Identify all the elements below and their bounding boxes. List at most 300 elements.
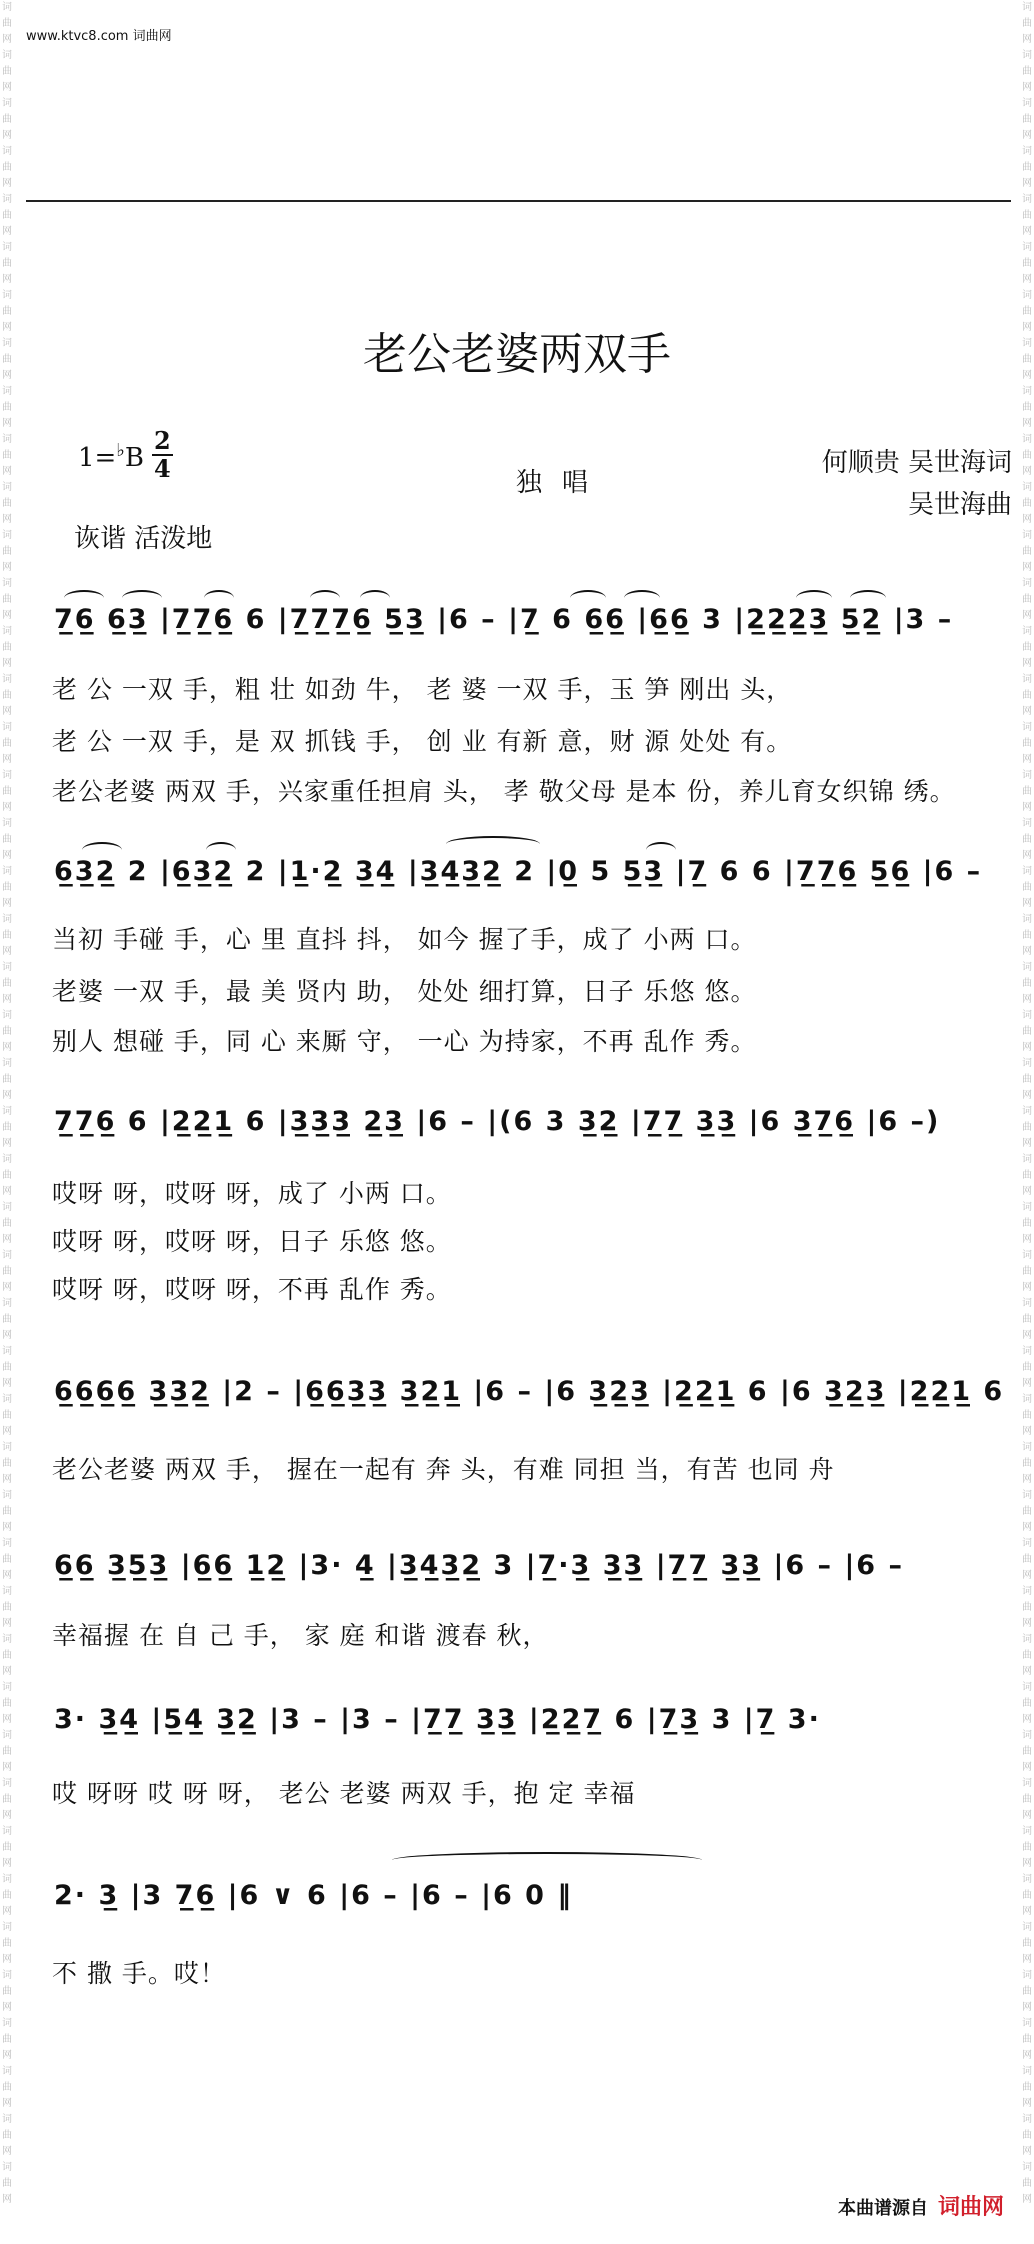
watermark-glyph: 网	[2, 2002, 12, 2013]
watermark-glyph: 曲	[2, 1890, 12, 1901]
watermark-glyph: 曲	[2, 1842, 12, 1853]
lyric-line-1-verse-3: 老公老婆 两双 手，兴家重任担肩 头， 孝 敬父母 是本 份，养儿育女织锦 绣。	[52, 777, 956, 806]
watermark-glyph: 网	[1022, 1714, 1032, 1725]
watermark-glyph: 曲	[1022, 306, 1032, 317]
watermark-glyph: 网	[1022, 898, 1032, 909]
watermark-glyph: 词	[1022, 1202, 1032, 1213]
watermark-glyph: 曲	[2, 18, 12, 29]
watermark-glyph: 曲	[1022, 258, 1032, 269]
watermark-glyph: 词	[1022, 1586, 1032, 1597]
watermark-glyph: 词	[2, 194, 12, 205]
watermark-glyph: 曲	[1022, 1890, 1032, 1901]
watermark-glyph: 网	[2, 1906, 12, 1917]
lyricist-credit: 何顺贵 吴世海词	[821, 448, 1012, 478]
watermark-glyph: 网	[1022, 1426, 1032, 1437]
watermark-glyph: 网	[1022, 1282, 1032, 1293]
notation-line-1: 7̲6̲ 6̲3̲ |7̲7̲6̲ 6 |7̲7̲7̲6̲ 5̲3̲ |6 – |7̲ 6 6̲6̲ |6̲6̲ 3 |2̲2̲2̲3̲ 5̲2̲ |3 –	[54, 604, 954, 635]
watermark-glyph: 曲	[2, 786, 12, 797]
watermark-glyph: 网	[1022, 1186, 1032, 1197]
watermark-glyph: 网	[1022, 226, 1032, 237]
watermark-glyph: 网	[2, 418, 12, 429]
watermark-glyph: 词	[1022, 1154, 1032, 1165]
watermark-glyph: 词	[2, 434, 12, 445]
watermark-glyph: 曲	[1022, 210, 1032, 221]
watermark-glyph: 网	[2, 130, 12, 141]
watermark-glyph: 网	[2, 610, 12, 621]
watermark-glyph: 曲	[2, 546, 12, 557]
watermark-glyph: 曲	[2, 210, 12, 221]
watermark-glyph: 曲	[2, 1794, 12, 1805]
watermark-glyph: 词	[2, 1634, 12, 1645]
watermark-glyph: 曲	[2, 258, 12, 269]
watermark-glyph: 词	[2, 1106, 12, 1117]
watermark-glyph: 曲	[1022, 1170, 1032, 1181]
watermark-glyph: 网	[2, 1810, 12, 1821]
watermark-glyph: 词	[1022, 1778, 1032, 1789]
watermark-glyph: 网	[1022, 1906, 1032, 1917]
lyric-line-3-verse-3: 哎呀 呀，哎呀 呀，不再 乱作 秀。	[52, 1275, 452, 1304]
watermark-glyph: 网	[2, 802, 12, 813]
watermark-glyph: 网	[1022, 658, 1032, 669]
watermark-glyph: 曲	[1022, 978, 1032, 989]
watermark-glyph: 网	[1022, 1378, 1032, 1389]
watermark-glyph: 曲	[1022, 1554, 1032, 1565]
watermark-glyph: 网	[1022, 322, 1032, 333]
watermark-glyph: 曲	[1022, 882, 1032, 893]
watermark-glyph: 曲	[2, 402, 12, 413]
watermark-glyph: 曲	[2, 450, 12, 461]
watermark-glyph: 网	[2, 1474, 12, 1485]
watermark-glyph: 词	[2, 1058, 12, 1069]
watermark-glyph: 网	[2, 1522, 12, 1533]
watermark-glyph: 网	[2, 658, 12, 669]
watermark-glyph: 网	[1022, 946, 1032, 957]
watermark-glyph: 曲	[2, 2130, 12, 2141]
watermark-glyph: 网	[1022, 610, 1032, 621]
watermark-glyph: 词	[1022, 2114, 1032, 2125]
watermark-glyph: 网	[2, 1762, 12, 1773]
watermark-glyph: 词	[1022, 1682, 1032, 1693]
watermark-glyph: 词	[1022, 1874, 1032, 1885]
watermark-glyph: 曲	[2, 1650, 12, 1661]
watermark-glyph: 网	[1022, 1330, 1032, 1341]
watermark-glyph: 词	[2, 626, 12, 637]
watermark-glyph: 词	[1022, 674, 1032, 685]
watermark-glyph: 网	[1022, 514, 1032, 525]
watermark-glyph: 曲	[2, 1362, 12, 1373]
watermark-glyph: 词	[1022, 962, 1032, 973]
watermark-glyph: 词	[1022, 2066, 1032, 2077]
time-signature-top: 2	[154, 426, 171, 455]
watermark-glyph: 曲	[1022, 114, 1032, 125]
watermark-glyph: 词	[1022, 1490, 1032, 1501]
watermark-glyph: 词	[1022, 1346, 1032, 1357]
watermark-glyph: 网	[1022, 370, 1032, 381]
watermark-glyph: 词	[2, 1538, 12, 1549]
key-signature	[78, 440, 144, 473]
watermark-glyph: 网	[1022, 34, 1032, 45]
watermark-glyph: 网	[1022, 1570, 1032, 1581]
watermark-glyph: 曲	[2, 978, 12, 989]
watermark-glyph: 曲	[1022, 1842, 1032, 1853]
watermark-glyph: 曲	[1022, 690, 1032, 701]
watermark-glyph: 网	[2, 562, 12, 573]
slur-mark	[206, 842, 236, 858]
watermark-glyph: 曲	[1022, 498, 1032, 509]
watermark-glyph: 曲	[1022, 1986, 1032, 1997]
watermark-glyph: 网	[2, 370, 12, 381]
watermark-glyph: 曲	[1022, 1650, 1032, 1661]
watermark-glyph: 网	[1022, 2194, 1032, 2205]
watermark-glyph: 曲	[2, 498, 12, 509]
watermark-glyph: 曲	[2, 114, 12, 125]
watermark-glyph: 词	[2, 2162, 12, 2173]
watermark-glyph: 词	[1022, 98, 1032, 109]
key-note: B	[124, 443, 144, 473]
site-logo[interactable]: 词曲网	[937, 2195, 1004, 2220]
watermark-glyph: 网	[2, 466, 12, 477]
key-prefix: 1=	[78, 443, 117, 473]
watermark-glyph: 曲	[1022, 1698, 1032, 1709]
watermark-glyph: 曲	[2, 2034, 12, 2045]
watermark-glyph: 网	[1022, 178, 1032, 189]
watermark-glyph: 曲	[2, 1410, 12, 1421]
watermark-glyph: 网	[1022, 1762, 1032, 1773]
watermark-glyph: 曲	[1022, 1938, 1032, 1949]
watermark-glyph: 词	[2, 578, 12, 589]
watermark-glyph: 网	[2, 754, 12, 765]
watermark-glyph: 网	[1022, 1474, 1032, 1485]
watermark-glyph: 网	[1022, 994, 1032, 1005]
slur-mark	[796, 590, 832, 606]
watermark-glyph: 网	[1022, 1138, 1032, 1149]
watermark-glyph: 曲	[2, 1938, 12, 1949]
watermark-glyph: 曲	[1022, 2178, 1032, 2189]
watermark-glyph: 网	[1022, 466, 1032, 477]
watermark-glyph: 词	[2, 1682, 12, 1693]
tempo-marking: 诙谐 活泼地	[74, 524, 213, 554]
lyric-line-2-verse-1: 当初 手碰 手，心 里 直抖 抖， 如今 握了手，成了 小两 口。	[52, 925, 757, 954]
lyric-line-2-verse-3: 别人 想碰 手，同 心 来厮 守， 一心 为持家，不再 乱作 秀。	[52, 1027, 757, 1056]
watermark-glyph: 网	[1022, 1618, 1032, 1629]
watermark-glyph: 词	[1022, 914, 1032, 925]
watermark-glyph: 曲	[1022, 1506, 1032, 1517]
watermark-glyph: 词	[2, 2018, 12, 2029]
watermark-glyph: 词	[2, 2066, 12, 2077]
watermark-glyph: 词	[1022, 50, 1032, 61]
watermark-glyph: 词	[2, 1298, 12, 1309]
watermark-glyph: 词	[1022, 386, 1032, 397]
watermark-glyph: 词	[1022, 722, 1032, 733]
composer-credit: 吴世海曲	[907, 490, 1012, 520]
slur-mark	[624, 590, 660, 606]
watermark-glyph: 词	[2, 1874, 12, 1885]
watermark-glyph: 网	[2, 1234, 12, 1245]
watermark-glyph: 曲	[1022, 738, 1032, 749]
watermark-glyph: 网	[1022, 802, 1032, 813]
watermark-glyph: 词	[1022, 1106, 1032, 1117]
watermark-glyph: 词	[2, 674, 12, 685]
watermark-glyph: 网	[2, 1618, 12, 1629]
watermark-glyph: 网	[2, 1138, 12, 1149]
watermark-glyph: 曲	[1022, 1746, 1032, 1757]
watermark-glyph: 曲	[2, 1746, 12, 1757]
lyric-line-5: 幸福握 在 自 己 手， 家 庭 和谐 渡春 秋，	[52, 1621, 549, 1650]
watermark-glyph: 词	[2, 50, 12, 61]
watermark-glyph: 网	[1022, 1090, 1032, 1101]
watermark-glyph: 网	[1022, 2002, 1032, 2013]
watermark-glyph: 曲	[2, 1314, 12, 1325]
watermark-glyph: 曲	[1022, 1410, 1032, 1421]
watermark-glyph: 曲	[1022, 402, 1032, 413]
watermark-glyph: 词	[2, 1346, 12, 1357]
watermark-glyph: 网	[1022, 1522, 1032, 1533]
watermark-glyph: 曲	[2, 306, 12, 317]
watermark-glyph: 词	[2, 866, 12, 877]
watermark-glyph: 词	[2, 914, 12, 925]
watermark-glyph: 曲	[2, 930, 12, 941]
watermark-glyph: 词	[2, 338, 12, 349]
watermark-glyph: 网	[1022, 754, 1032, 765]
watermark-glyph: 网	[1022, 562, 1032, 573]
watermark-glyph: 词	[1022, 770, 1032, 781]
watermark-glyph: 曲	[1022, 18, 1032, 29]
watermark-glyph: 曲	[1022, 930, 1032, 941]
watermark-glyph: 词	[2, 962, 12, 973]
watermark-glyph: 词	[1022, 338, 1032, 349]
watermark-glyph: 曲	[2, 1026, 12, 1037]
watermark-glyph: 网	[2, 82, 12, 93]
watermark-glyph: 网	[2, 1378, 12, 1389]
watermark-glyph: 曲	[2, 354, 12, 365]
watermark-glyph: 网	[2, 1858, 12, 1869]
watermark-glyph: 词	[2, 1970, 12, 1981]
watermark-glyph: 网	[1022, 1042, 1032, 1053]
watermark-glyph: 曲	[2, 1554, 12, 1565]
watermark-glyph: 词	[2, 722, 12, 733]
watermark-glyph: 曲	[1022, 66, 1032, 77]
watermark-glyph: 词	[1022, 1010, 1032, 1021]
watermark-glyph: 曲	[1022, 1026, 1032, 1037]
watermark-glyph: 网	[2, 1042, 12, 1053]
watermark-glyph: 曲	[2, 1266, 12, 1277]
watermark-glyph: 曲	[1022, 642, 1032, 653]
lyric-line-6: 哎 呀呀 哎 呀 呀， 老公 老婆 两双 手，抱 定 幸福	[52, 1779, 636, 1808]
watermark-glyph: 网	[1022, 2098, 1032, 2109]
watermark-glyph: 网	[2, 1954, 12, 1965]
watermark-glyph: 词	[1022, 1970, 1032, 1981]
slur-mark	[646, 842, 676, 858]
notation-line-7: 2· 3̲ |3 7̲6̲ |6 ∨ 6 |6 – |6 – |6 0 ‖	[54, 1880, 573, 1911]
watermark-glyph: 曲	[2, 1170, 12, 1181]
watermark-glyph: 网	[2, 706, 12, 717]
notation-line-4: 6̲6̲6̲6̲ 3̲3̲2̲ |2 – |6̲6̲3̲3̲ 3̲2̲1̲ |6 – |6 3̲2̲3̲ |2̲2̲1̲ 6 |6 3̲2̲3̲ |2̲2̲1̲ 6	[54, 1376, 1005, 1407]
watermark-glyph: 曲	[2, 66, 12, 77]
watermark-glyph: 网	[1022, 130, 1032, 141]
watermark-glyph: 词	[2, 242, 12, 253]
watermark-glyph: 网	[2, 1330, 12, 1341]
watermark-glyph: 网	[2, 514, 12, 525]
watermark-glyph: 词	[2, 1010, 12, 1021]
watermark-glyph: 词	[2, 1586, 12, 1597]
watermark-glyph: 网	[2, 1666, 12, 1677]
watermark-glyph: 曲	[2, 1986, 12, 1997]
song-title: 老公老婆两双手	[363, 329, 671, 380]
watermark-glyph: 词	[2, 1778, 12, 1789]
slur-mark	[64, 590, 104, 606]
watermark-glyph: 曲	[2, 642, 12, 653]
watermark-glyph: 词	[1022, 146, 1032, 157]
watermark-glyph: 网	[2, 1090, 12, 1101]
slur-mark	[122, 590, 162, 606]
lyric-line-4: 老公老婆 两双 手， 握在一起有 奔 头，有难 同担 当，有苦 也同 舟	[52, 1455, 835, 1484]
watermark-glyph: 网	[1022, 2050, 1032, 2061]
watermark-glyph: 词	[1022, 482, 1032, 493]
slur-mark	[310, 590, 340, 606]
watermark-glyph: 网	[2, 2098, 12, 2109]
watermark-glyph: 曲	[2, 2082, 12, 2093]
time-signature	[152, 428, 173, 482]
watermark-glyph: 曲	[2, 1458, 12, 1469]
site-header-url[interactable]: www.ktvc8.com 词曲网	[26, 29, 172, 44]
watermark-glyph: 曲	[1022, 786, 1032, 797]
watermark-glyph: 词	[1022, 2018, 1032, 2029]
watermark-glyph: 曲	[2, 162, 12, 173]
watermark-glyph: 网	[1022, 418, 1032, 429]
watermark-glyph: 网	[2, 1426, 12, 1437]
watermark-glyph: 曲	[2, 1074, 12, 1085]
footer-source-text: 本曲谱源自	[838, 2198, 928, 2219]
watermark-glyph: 词	[2, 530, 12, 541]
watermark-glyph: 词	[1022, 1298, 1032, 1309]
notation-line-2: 6̲3̲2̲ 2 |6̲3̲2̲ 2 |1̲·2̲ 3̲4̲ |3̲4̲3̲2̲ 2 |0̲ 5 5̲3̲ |7̲ 6 6 |7̲7̲6̲ 5̲6̲ |6 –	[54, 856, 983, 887]
lyric-line-1-verse-2: 老 公 一双 手，是 双 抓钱 手， 创 业 有新 意，财 源 处处 有。	[52, 727, 793, 756]
watermark-glyph: 网	[2, 946, 12, 957]
watermark-glyph: 网	[1022, 1810, 1032, 1821]
watermark-glyph: 网	[2, 850, 12, 861]
notation-line-3: 7̲7̲6̲ 6 |2̲2̲1̲ 6 |3̲3̲3̲ 2̲3̲ |6 – |(6 3 3̲2̲ |7̲7̲ 3̲3̲ |6 3̲7̲6̲ |6 –)	[54, 1106, 941, 1137]
slur-mark	[446, 836, 540, 852]
watermark-glyph: 词	[2, 146, 12, 157]
watermark-glyph: 词	[1022, 578, 1032, 589]
notation-line-6: 3· 3̲4̲ |5̲4̲ 3̲2̲ |3 – |3 – |7̲7̲ 3̲3̲ |2̲2̲7̲ 6 |7̲3̲ 3 |7̲ 3·	[54, 1704, 821, 1735]
watermark-glyph: 网	[2, 1714, 12, 1725]
watermark-glyph: 词	[2, 386, 12, 397]
watermark-glyph: 曲	[1022, 1794, 1032, 1805]
watermark-glyph: 词	[1022, 2, 1032, 13]
watermark-glyph: 曲	[2, 1506, 12, 1517]
watermark-glyph: 网	[1022, 1954, 1032, 1965]
watermark-glyph: 网	[1022, 706, 1032, 717]
watermark-glyph: 曲	[1022, 354, 1032, 365]
watermark-glyph: 词	[2, 770, 12, 781]
watermark-glyph: 曲	[1022, 1458, 1032, 1469]
watermark-glyph: 网	[2, 1282, 12, 1293]
slur-mark	[82, 842, 122, 858]
watermark-glyph: 网	[2, 1570, 12, 1581]
slur-mark	[204, 590, 234, 606]
watermark-glyph: 曲	[2, 2178, 12, 2189]
watermark-glyph: 词	[2, 290, 12, 301]
watermark-glyph: 网	[2, 322, 12, 333]
watermark-glyph: 曲	[2, 1602, 12, 1613]
watermark-glyph: 网	[2, 2050, 12, 2061]
watermark-glyph: 网	[1022, 2146, 1032, 2157]
watermark-glyph: 词	[1022, 626, 1032, 637]
watermark-glyph: 曲	[1022, 2082, 1032, 2093]
watermark-glyph: 词	[1022, 1730, 1032, 1741]
watermark-glyph: 曲	[1022, 1602, 1032, 1613]
watermark-glyph: 网	[1022, 1858, 1032, 1869]
notation-line-5: 6̲6̲ 3̲5̲3̲ |6̲6̲ 1̲2̲ |3· 4̲ |3̲4̲3̲2̲ 3 |7̲·3̲ 3̲3̲ |7̲7̲ 3̲3̲ |6 – |6 –	[54, 1550, 904, 1581]
watermark-glyph: 词	[2, 1826, 12, 1837]
watermark-glyph: 曲	[2, 594, 12, 605]
watermark-glyph: 网	[2, 898, 12, 909]
watermark-glyph: 网	[2, 2194, 12, 2205]
watermark-glyph: 曲	[2, 1698, 12, 1709]
watermark-glyph: 词	[2, 1490, 12, 1501]
watermark-glyph: 网	[2, 994, 12, 1005]
watermark-glyph: 词	[1022, 242, 1032, 253]
watermark-glyph: 网	[2, 226, 12, 237]
watermark-glyph: 曲	[2, 690, 12, 701]
lyric-line-7: 不 撒 手。哎！	[52, 1959, 226, 1988]
watermark-glyph: 网	[1022, 1234, 1032, 1245]
watermark-glyph: 曲	[1022, 834, 1032, 845]
watermark-glyph: 词	[1022, 1250, 1032, 1261]
watermark-glyph: 词	[1022, 1634, 1032, 1645]
slur-mark	[392, 1852, 702, 1868]
watermark-glyph: 词	[2, 482, 12, 493]
watermark-glyph: 网	[1022, 274, 1032, 285]
watermark-glyph: 词	[1022, 290, 1032, 301]
watermark-glyph: 网	[2, 2146, 12, 2157]
watermark-glyph: 词	[2, 1442, 12, 1453]
watermark-glyph: 网	[1022, 850, 1032, 861]
slur-mark	[570, 590, 606, 606]
watermark-glyph: 词	[2, 2114, 12, 2125]
lyric-line-1-verse-1: 老 公 一双 手，粗 壮 如劲 牛， 老 婆 一双 手，玉 笋 刚出 头，	[52, 675, 793, 704]
watermark-glyph: 词	[1022, 818, 1032, 829]
watermark-glyph: 词	[2, 2, 12, 13]
watermark-glyph: 网	[2, 34, 12, 45]
watermark-glyph: 网	[2, 178, 12, 189]
watermark-glyph: 词	[2, 1394, 12, 1405]
watermark-glyph: 曲	[1022, 1122, 1032, 1133]
performance-mode: 独唱	[516, 468, 609, 498]
flat-sign: ♭	[116, 440, 125, 461]
watermark-glyph: 曲	[2, 882, 12, 893]
watermark-glyph: 词	[1022, 1442, 1032, 1453]
watermark-glyph: 网	[1022, 82, 1032, 93]
watermark-glyph: 曲	[1022, 2034, 1032, 2045]
watermark-glyph: 词	[1022, 1826, 1032, 1837]
watermark-glyph: 词	[1022, 1538, 1032, 1549]
watermark-glyph: 曲	[2, 738, 12, 749]
watermark-glyph: 词	[1022, 1922, 1032, 1933]
slur-mark	[360, 590, 390, 606]
lyric-line-2-verse-2: 老婆 一双 手，最 美 贤内 助， 处处 细打算，日子 乐悠 悠。	[52, 977, 757, 1006]
watermark-glyph: 词	[2, 1154, 12, 1165]
watermark-glyph: 网	[2, 1186, 12, 1197]
watermark-glyph: 曲	[1022, 162, 1032, 173]
watermark-glyph: 词	[1022, 866, 1032, 877]
watermark-glyph: 曲	[1022, 1074, 1032, 1085]
watermark-glyph: 曲	[2, 1122, 12, 1133]
watermark-glyph: 网	[1022, 1666, 1032, 1677]
watermark-glyph: 词	[2, 1922, 12, 1933]
watermark-glyph: 曲	[2, 1218, 12, 1229]
